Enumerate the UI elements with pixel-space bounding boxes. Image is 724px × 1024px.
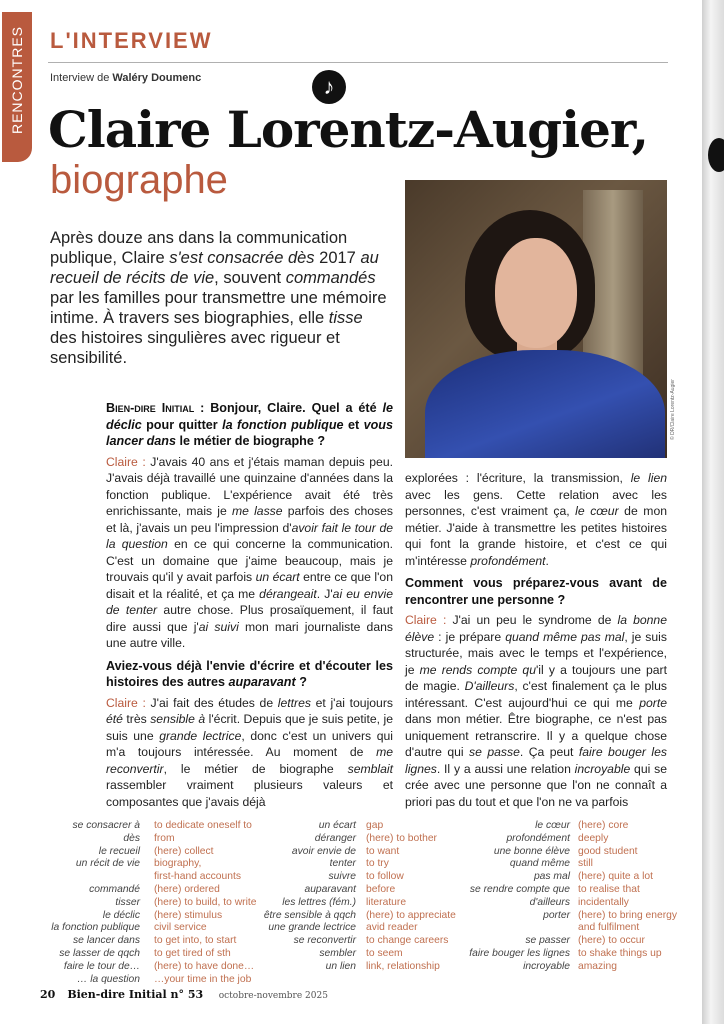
text-run: et xyxy=(343,417,364,432)
text-run: de mon métier. J'aide à transmettre les petites histoires qui font la grande histoire, et c'est ce qui m'intéresse xyxy=(405,504,667,568)
glossary-definition: (here) quite a lot xyxy=(578,871,653,883)
glossary-term xyxy=(40,871,140,884)
text-run: sensible à xyxy=(150,712,206,726)
portrait-photo xyxy=(405,180,667,458)
text-run: dérangeait xyxy=(259,586,317,601)
article-subtitle: biographe xyxy=(50,158,228,202)
glossary-term: un lien xyxy=(325,960,356,972)
text-run: en ce qui concerne la communication. C'est un domaine que j'aime beaucoup, mais je trouvais qu'il y avait parfois xyxy=(106,537,394,584)
glossary-term: auparavant xyxy=(304,883,356,895)
text-run: D'ailleurs xyxy=(464,679,515,693)
text-run: très xyxy=(122,712,151,726)
text-run: commandés xyxy=(285,269,376,287)
text-run: Comment vous préparez-vous avant de rencontrer une personne ? xyxy=(405,576,667,607)
glossary-definition: to dedicate oneself to xyxy=(154,820,252,831)
glossary-definition: avid reader xyxy=(366,922,418,934)
speaker-label: Claire : xyxy=(106,454,151,469)
glossary-terms-2 xyxy=(256,820,356,974)
glossary-term: … la question xyxy=(77,973,140,985)
text-run: Bonjour, Claire. Quel a été xyxy=(210,401,383,415)
text-run: , le métier de biographe xyxy=(163,761,348,776)
glossary-term: d'ailleurs xyxy=(529,896,570,908)
text-run: lettres xyxy=(277,695,311,710)
text-run: avec les gens. Cette relation avec les personnes, c'est vraiment ça, xyxy=(405,487,667,518)
text-run: le métier de biographe ? xyxy=(176,434,326,448)
text-run: s'est consacrée dès xyxy=(169,249,315,267)
text-run: , c'est finalement ça le plus intéressant. C'est aujourd'hui ce qui me xyxy=(405,679,667,710)
text-run: par les familles pour transmettre une mémoire intime. À travers ses biographies, elle xyxy=(50,289,387,327)
text-run: me lasse xyxy=(231,504,283,518)
text-run: . J' xyxy=(316,586,333,601)
page-footer xyxy=(40,988,328,1001)
text-run: quand même pas mal xyxy=(505,629,625,644)
glossary-term: avoir envie de xyxy=(291,845,356,857)
text-run: autre chose. Plus prosaïquement, il faut dire aussi que j' xyxy=(106,603,393,634)
speaker-label: Claire : xyxy=(405,613,453,627)
glossary-definition: deeply xyxy=(578,832,609,844)
glossary-term: déranger xyxy=(314,832,356,844)
issue-date: octobre-novembre 2025 xyxy=(218,991,328,1001)
glossary-definition: (here) to have done… xyxy=(154,960,255,972)
glossary-definition: amazing xyxy=(578,960,617,972)
glossary-term: les lettres (fém.) xyxy=(282,896,356,908)
glossary-definition: incidentally xyxy=(578,896,629,908)
text-run: profondément xyxy=(470,553,546,568)
header-rule xyxy=(48,62,668,63)
glossary-definition: and fulfilment xyxy=(578,922,640,934)
text-run: se passe xyxy=(469,745,520,759)
text-run: le déclic xyxy=(106,401,394,432)
glossary-definition: to seem xyxy=(366,947,403,959)
text-run: le cœur xyxy=(575,504,619,518)
text-run: faire bouger les lignes xyxy=(405,745,668,776)
section-heading: L'INTERVIEW xyxy=(50,28,213,53)
text-run: ai eu envie de tenter xyxy=(106,586,393,617)
glossary-defs-1 xyxy=(154,820,264,986)
text-run: été xyxy=(106,712,123,726)
glossary-definition: (here) to bother xyxy=(366,832,437,844)
glossary-definition: to want xyxy=(366,845,400,857)
glossary-definition: to shake things up xyxy=(578,947,662,959)
glossary-terms-3 xyxy=(460,820,570,974)
glossary-term: commandé xyxy=(89,883,140,895)
glossary-definition: before xyxy=(366,883,396,895)
text-run: vous lancer dans xyxy=(106,417,394,448)
glossary-term: profondément xyxy=(506,832,570,844)
text-run: parfois des choses et là, j'avais un peu l'impression d' xyxy=(106,504,393,535)
glossary-term: dès xyxy=(123,832,140,844)
glossary-definition: to realise that xyxy=(578,883,640,895)
glossary-definition: first-hand accounts xyxy=(154,871,241,883)
text-run: , je suis structurée, mais avec le temps et l'expérience, je xyxy=(405,629,667,677)
glossary-term: une grande lectrice xyxy=(268,922,356,934)
text-run: auparavant xyxy=(228,675,296,689)
glossary-term: le déclic xyxy=(102,909,140,921)
byline-prefix: Interview de xyxy=(50,72,113,84)
glossary-definition: to follow xyxy=(366,871,404,883)
glossary-term: se passer xyxy=(525,935,570,947)
glossary-definition: from xyxy=(154,832,175,844)
glossary-definition: literature xyxy=(366,896,407,908)
glossary-definition: to change careers xyxy=(366,935,449,947)
text-run: ai suivi xyxy=(198,619,239,634)
text-run: dans mon métier. Être biographe, ce n'est pas uniquement retranscrire. Il y a quelque chose d'autre qui xyxy=(405,712,667,759)
question xyxy=(106,400,393,450)
text-run: explorées : l'écriture, la transmission, xyxy=(405,471,631,485)
speaker-label: Bien-dire Initial : xyxy=(106,401,211,415)
music-note-icon[interactable]: ♪ xyxy=(312,70,346,104)
text-run: au recueil de récits de vie xyxy=(50,249,379,287)
glossary-term: se lasser de qqch xyxy=(59,947,140,959)
glossary-definition: (here) to bring energy xyxy=(578,909,678,921)
glossary-definition: gap xyxy=(366,820,384,831)
text-run: , donc c'est un univers qui m'a toujours intéressée. Au moment de xyxy=(106,728,393,759)
text-run: tisse xyxy=(328,309,363,327)
article-column-1 xyxy=(106,400,393,816)
glossary-term: le cœur xyxy=(535,820,570,831)
glossary-term: faire le tour de… xyxy=(63,960,140,972)
text-run: , souvent xyxy=(214,269,286,287)
text-run: rassembler vraiment plusieurs valeurs et composantes que j'avais déjà xyxy=(106,778,393,809)
glossary-definition: (here) core xyxy=(578,820,629,831)
glossary-definition: (here) to occur xyxy=(578,935,645,947)
glossary-definition: still xyxy=(578,858,593,870)
text-run: Aviez-vous déjà l'envie d'écrire et d'écouter les histoires des autres xyxy=(106,658,393,689)
glossary-term: sembler xyxy=(319,947,356,959)
section-side-tab xyxy=(2,12,32,162)
answer xyxy=(405,612,667,810)
question xyxy=(106,658,393,691)
glossary-definition: (here) to appreciate xyxy=(366,909,456,921)
glossary-term: se rendre compte que xyxy=(469,883,570,895)
text-run: entre ce que l'on disait et la réalité, et ça me xyxy=(106,570,393,601)
text-run: . xyxy=(545,553,549,568)
lead-paragraph xyxy=(50,228,390,368)
text-run: Après douze ans dans la communication publique, Claire xyxy=(50,229,348,267)
glossary-term: porter xyxy=(543,909,570,921)
text-run: grande lectrice xyxy=(159,728,242,743)
text-run: J'ai un peu le syndrome de xyxy=(452,613,618,627)
text-run: l'écrit. Depuis que je suis petite, je suis une xyxy=(106,712,393,743)
text-run: mon mari journaliste dans une autre ville. xyxy=(106,619,393,650)
glossary-term: tenter xyxy=(329,858,356,870)
glossary-definition: …your time in the job xyxy=(154,973,252,985)
glossary-term: le recueil xyxy=(98,845,140,857)
photo-credit: © DR/Claire Lorentz-Augier xyxy=(670,379,676,440)
text-run: 2017 xyxy=(314,249,361,267)
glossary-definition: good student xyxy=(578,845,638,857)
glossary-term: un récit de vie xyxy=(75,858,140,870)
article-column-2 xyxy=(405,470,667,816)
glossary-term: suivre xyxy=(328,871,356,883)
side-tab-label: RENCONTRES xyxy=(9,26,25,135)
text-run: avoir fait le tour de la question xyxy=(106,520,393,551)
article-title: Claire Lorentz-Augier, xyxy=(48,100,649,159)
text-run: 'il y a toujours une part de magie. xyxy=(405,662,667,693)
glossary-term: faire bouger les lignes xyxy=(469,947,570,959)
text-run: semblait xyxy=(347,761,393,776)
glossary-definition: (here) ordered xyxy=(154,883,220,895)
glossary-term: pas mal xyxy=(533,871,570,883)
glossary-term: quand même xyxy=(509,858,570,870)
text-run: le lien xyxy=(630,471,668,485)
glossary-term: incroyable xyxy=(523,960,570,972)
text-run: porte xyxy=(639,695,667,710)
glossary-defs-3 xyxy=(578,820,688,974)
text-run: ? xyxy=(295,675,307,689)
text-run: un écart xyxy=(255,570,300,584)
question xyxy=(405,575,667,608)
text-run: incroyable xyxy=(574,761,631,776)
answer xyxy=(106,454,393,652)
text-run: qui se crée avec une personne que l'on ne connaît a priori pas du tout et que l'on ne va parfois xyxy=(405,761,667,809)
glossary-definition: link, relationship xyxy=(366,960,440,972)
glossary-definition: civil service xyxy=(154,922,207,934)
text-run: la bonne élève xyxy=(405,613,667,644)
glossary-definition: to get tired of sth xyxy=(154,947,231,959)
glossary-term: un écart xyxy=(318,820,356,831)
glossary-terms-1 xyxy=(40,820,140,986)
glossary-term: tisser xyxy=(115,896,140,908)
text-run: J'avais 40 ans et j'étais maman depuis peu. J'avais déjà travaillé une quinzaine d'années dans la fonction publique. L'expérience avait été très enrichissante, mais je xyxy=(106,454,393,518)
glossary-definition: (here) stimulus xyxy=(154,909,223,921)
next-page-graphic xyxy=(708,138,724,172)
glossary-term: être sensible à qqch xyxy=(263,909,356,921)
glossary-term: se lancer dans xyxy=(73,935,140,947)
text-run: . Il y a aussi une relation xyxy=(436,761,575,776)
glossary-term: se consacrer à xyxy=(72,820,140,831)
text-run: : je prépare xyxy=(434,629,506,644)
answer xyxy=(405,470,667,569)
glossary-definition: to try xyxy=(366,858,389,870)
byline xyxy=(50,72,201,84)
glossary-definition: (here) to build, to write xyxy=(154,896,257,908)
answer xyxy=(106,695,393,811)
glossary-definition: (here) collect xyxy=(154,845,214,857)
glossary-term: se reconvertir xyxy=(293,935,356,947)
glossary-term xyxy=(460,922,570,935)
text-run: la fonction publique xyxy=(222,417,344,432)
speaker-label: Claire : xyxy=(106,695,151,710)
text-run: et j'ai toujours xyxy=(310,695,393,710)
text-run: me reconvertir xyxy=(106,745,393,776)
glossary-definition: biography, xyxy=(154,858,202,870)
text-run: des histoires singulières avec rigueur et sensibilité. xyxy=(50,329,340,367)
text-run: J'ai fait des études de xyxy=(150,695,278,710)
text-run: pour quitter xyxy=(141,417,223,432)
glossary-term: une bonne élève xyxy=(493,845,570,857)
text-run: . Ça peut xyxy=(519,745,579,759)
glossary-definition: to get into, to start xyxy=(154,935,237,947)
magazine-issue: Bien-dire Initial n° 53 xyxy=(67,988,204,1001)
byline-author: Waléry Doumenc xyxy=(112,72,202,84)
page-number: 20 xyxy=(40,988,56,1001)
text-run: me rends compte qu xyxy=(419,662,536,677)
glossary-term: la fonction publique xyxy=(51,922,140,934)
